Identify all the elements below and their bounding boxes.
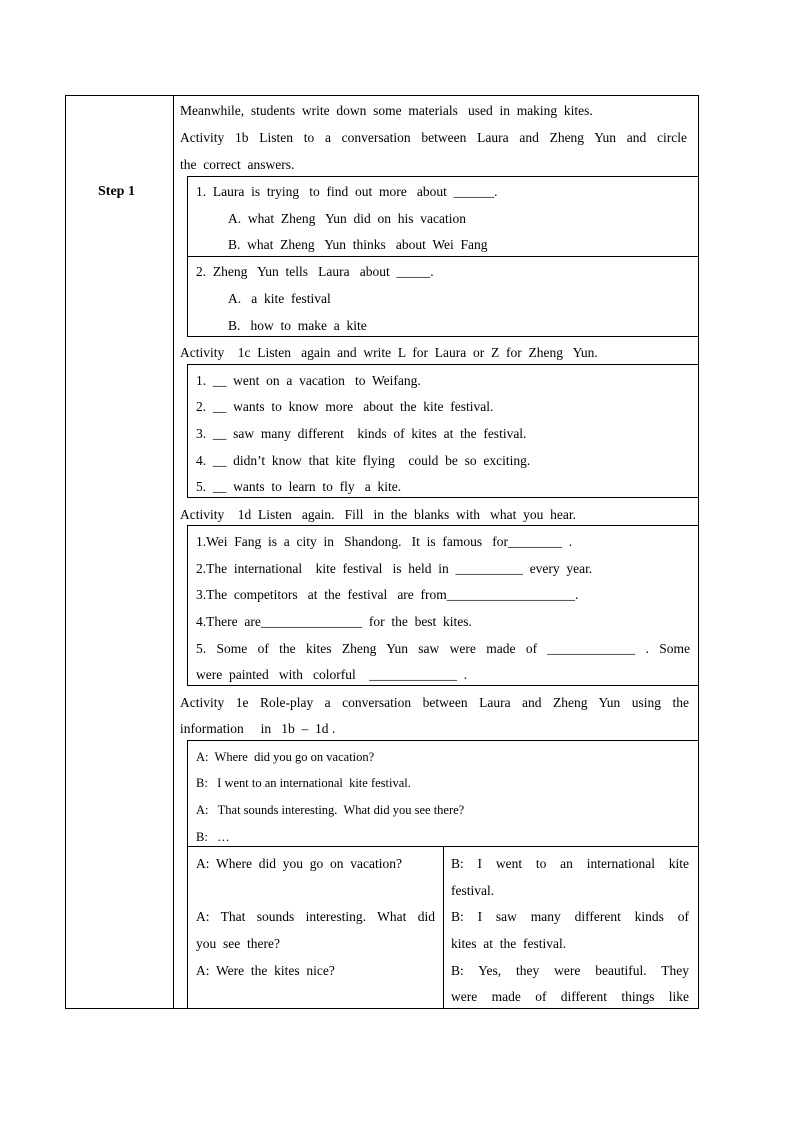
question-1-stem: 1. Laura is trying to find out more about ______. bbox=[196, 184, 498, 199]
model-line-2: B: I went to an international kite festival. bbox=[196, 776, 411, 790]
activity-1c-item-2: 2. __ wants to know more about the kite festival. bbox=[196, 399, 494, 414]
dialogue-b-line-1-cont: festival. bbox=[451, 883, 495, 898]
dialogue-a-line-1: A: Where did you go on vacation? bbox=[196, 856, 402, 871]
column-divider bbox=[173, 95, 174, 1009]
dialogue-column-divider bbox=[443, 846, 444, 1009]
activity-1b-title: Activity 1b Listen to a conversation between Laura and Zheng Yun and circle bbox=[180, 130, 687, 145]
activity-1b-divider bbox=[187, 256, 699, 257]
activity-1d-item-1: 1.Wei Fang is a city in Shandong. It is famous for________ . bbox=[196, 534, 573, 549]
activity-1b-title-cont: the correct answers. bbox=[180, 157, 295, 172]
activity-1d-item-5: 5. Some of the kites Zheng Yun saw were made of _____________ . Some bbox=[196, 641, 690, 656]
dialogue-b-line-3-cont: were made of different things like bbox=[451, 989, 689, 1004]
model-line-4: B: … bbox=[196, 830, 230, 844]
activity-1d-item-5-cont: were painted with colorful _____________ . bbox=[196, 667, 468, 682]
question-2-option-b: B. how to make a kite bbox=[228, 318, 367, 333]
activity-1c-title: Activity 1c Listen again and write L for Laura or Z for Zheng Yun. bbox=[180, 345, 598, 360]
activity-1e-title-cont: information in 1b – 1d . bbox=[180, 721, 336, 736]
activity-1e-title: Activity 1e Role-play a conversation between Laura and Zheng Yun using the bbox=[180, 695, 689, 710]
model-line-3: A: That sounds interesting. What did you see there? bbox=[196, 803, 465, 817]
dialogue-a-line-2-cont: you see there? bbox=[196, 936, 280, 951]
step-label: Step 1 bbox=[98, 184, 135, 199]
activity-1d-item-4: 4.There are_______________ for the best kites. bbox=[196, 614, 472, 629]
dialogue-b-line-1: B: I went to an international kite bbox=[451, 856, 689, 871]
question-1-option-b: B. what Zheng Yun thinks about Wei Fang bbox=[228, 237, 488, 252]
dialogue-b-line-3: B: Yes, they were beautiful. They bbox=[451, 963, 689, 978]
dialogue-b-line-2-cont: kites at the festival. bbox=[451, 936, 567, 951]
activity-1d-item-3: 3.The competitors at the festival are from___________________. bbox=[196, 587, 579, 602]
model-line-1: A: Where did you go on vacation? bbox=[196, 750, 375, 764]
activity-1d-title: Activity 1d Listen again. Fill in the blanks with what you hear. bbox=[180, 507, 576, 522]
dialogue-a-line-3: A: Were the kites nice? bbox=[196, 963, 335, 978]
activity-1c-item-4: 4. __ didn’t know that kite flying could be so exciting. bbox=[196, 453, 531, 468]
activity-1c-item-5: 5. __ wants to learn to fly a kite. bbox=[196, 479, 402, 494]
question-2-option-a: A. a kite festival bbox=[228, 291, 331, 306]
intro-text: Meanwhile, students write down some materials used in making kites. bbox=[180, 103, 593, 118]
activity-1c-item-3: 3. __ saw many different kinds of kites at the festival. bbox=[196, 426, 527, 441]
activity-1d-item-2: 2.The international kite festival is held in __________ every year. bbox=[196, 561, 593, 576]
dialogue-a-line-2: A: That sounds interesting. What did bbox=[196, 909, 435, 924]
dialogue-b-line-2: B: I saw many different kinds of bbox=[451, 909, 689, 924]
activity-1c-item-1: 1. __ went on a vacation to Weifang. bbox=[196, 373, 421, 388]
question-2-stem: 2. Zheng Yun tells Laura about _____. bbox=[196, 264, 434, 279]
question-1-option-a: A. what Zheng Yun did on his vacation bbox=[228, 211, 466, 226]
